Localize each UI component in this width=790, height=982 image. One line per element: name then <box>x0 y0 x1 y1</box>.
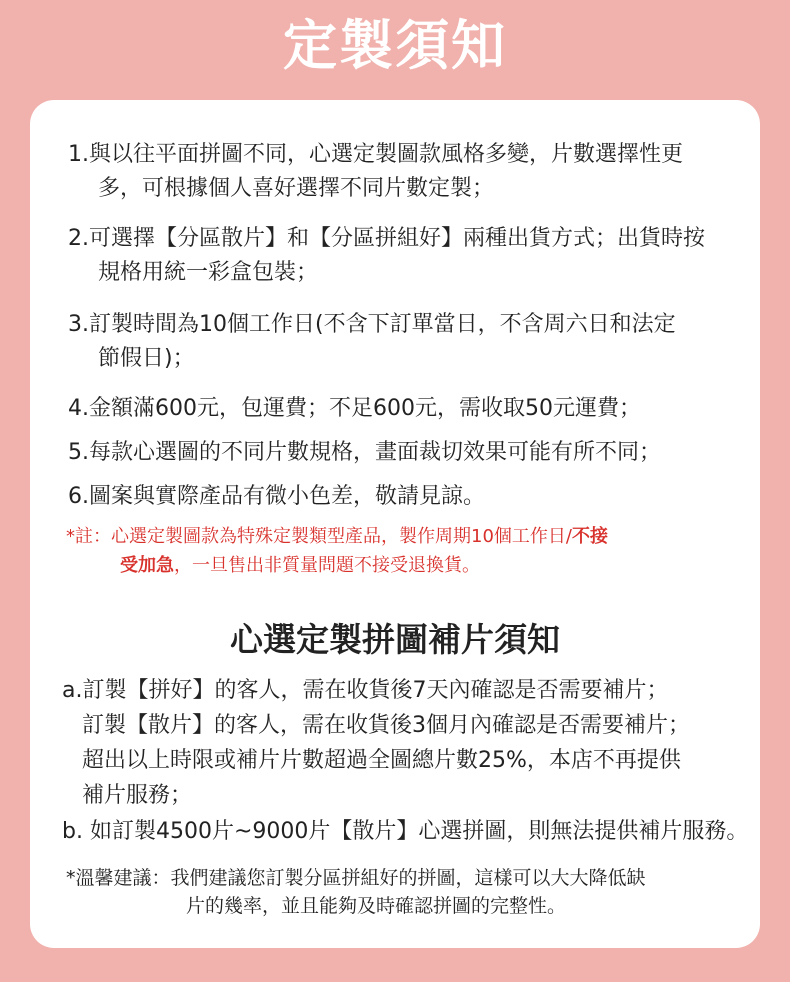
notice-item-3-line-1: 3.訂製時間為10個工作日(不含下訂單當日，不含周六日和法定 <box>68 312 676 337</box>
notice-item-2 <box>68 222 748 290</box>
notice-item-1 <box>68 138 748 206</box>
rush-emphasis: 受加急 <box>120 555 174 576</box>
page-title: 定製須知 <box>283 14 507 77</box>
notice-card <box>30 100 760 948</box>
return-policy-text: ，一旦售出非質量問題不接受退換貨。 <box>174 555 480 576</box>
special-order-note-line-1 <box>66 526 608 547</box>
special-order-note <box>66 522 746 580</box>
special-order-note-text: *註：心選定製圖款為特殊定製類型產品，製作周期10個工作日/ <box>66 526 572 547</box>
supplement-heading: 心選定製拼圖補片須知 <box>230 620 560 659</box>
supplement-item-a <box>62 673 760 813</box>
notice-item-3 <box>68 308 748 376</box>
notice-item-3-line-2: 節假日)； <box>98 346 195 371</box>
warm-tip-line-2: 片的幾率，並且能夠及時確認拼圖的完整性。 <box>186 895 567 917</box>
notice-item-6-line-1: 6.圖案與實際產品有微小色差，敬請見諒。 <box>68 484 485 509</box>
supplement-item-a-line-3: 超出以上時限或補片片數超過全圖總片數25%，本店不再提供 <box>82 748 681 773</box>
supplement-item-b <box>62 814 760 849</box>
supplement-item-b-line-1: b. 如訂製4500片~9000片【散片】心選拼圖，則無法提供補片服務。 <box>62 819 749 844</box>
warm-tip-line-1: *溫馨建議：我們建議您訂製分區拼組好的拼圖，這樣可以大大降低缺 <box>66 867 646 889</box>
no-rush-emphasis: 不接 <box>571 526 608 547</box>
notice-item-6 <box>68 480 748 514</box>
notice-item-2-line-1: 2.可選擇【分區散片】和【分區拼組好】兩種出貨方式；出貨時按 <box>68 226 705 251</box>
supplement-item-a-line-4: 補片服務； <box>82 783 193 808</box>
notice-item-4 <box>68 392 748 426</box>
supplement-item-a-line-2: 訂製【散片】的客人，需在收貨後3個月內確認是否需要補片； <box>82 713 690 738</box>
notice-item-1-line-1: 1.與以往平面拼圖不同，心選定製圖款風格多變，片數選擇性更 <box>68 142 683 167</box>
notice-item-5 <box>68 436 748 470</box>
warm-tip <box>66 864 746 920</box>
notice-item-5-line-1: 5.每款心選圖的不同片數規格，畫面裁切效果可能有所不同； <box>68 440 661 465</box>
notice-item-4-line-1: 4.金額滿600元，包運費；不足600元，需收取50元運費； <box>68 396 641 421</box>
notice-item-2-line-2: 規格用統一彩盒包裝； <box>98 260 319 285</box>
supplement-item-a-line-1: a.訂製【拼好】的客人，需在收貨後7天內確認是否需要補片； <box>62 678 669 703</box>
notice-item-1-line-2: 多，可根據個人喜好選擇不同片數定製； <box>98 176 495 201</box>
special-order-note-line-2 <box>66 551 746 580</box>
